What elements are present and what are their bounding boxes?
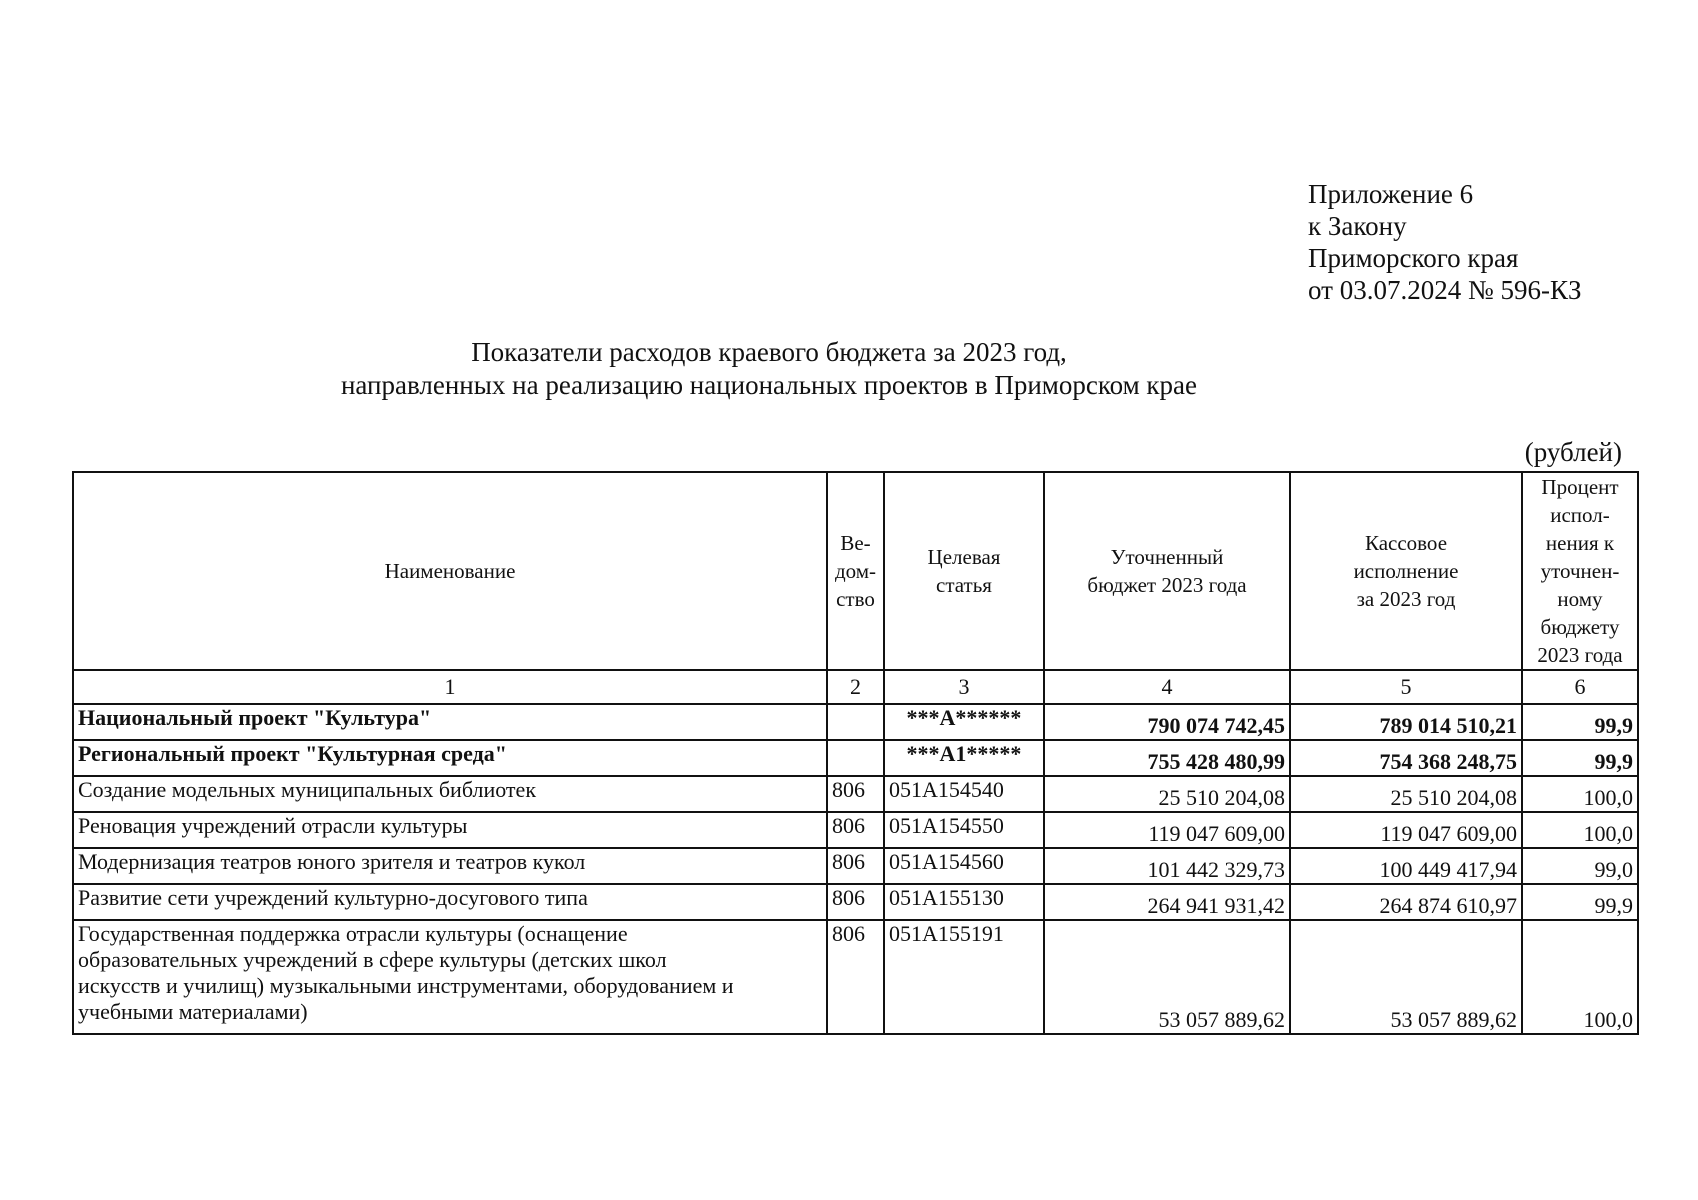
title-line: Показатели расходов краевого бюджета за 2023 год, [471,337,1067,367]
column-number: 4 [1044,670,1290,704]
header-text: ство [836,587,875,611]
row-executed: 789 014 510,21 [1290,704,1522,740]
header-text: уточнен- [1540,559,1620,583]
row-name-line: учебными материалами) [78,999,308,1024]
row-dept: 806 [827,776,884,812]
column-number: 5 [1290,670,1522,704]
row-name: Развитие сети учреждений культурно-досугового типа [73,884,827,920]
table-row [73,920,1638,1034]
row-dept: 806 [827,884,884,920]
header-text: бюджет 2023 года [1087,573,1247,597]
header-text: Уточненный [1110,545,1224,569]
header-text: за 2023 год [1356,587,1456,611]
header-text: Целевая [927,545,1001,569]
row-percent: 100,0 [1522,920,1638,1034]
row-dept [827,704,884,740]
row-name: Реновация учреждений отрасли культуры [73,812,827,848]
table-row [73,740,1638,776]
annex-line: от 03.07.2024 № 596-КЗ [1308,275,1582,305]
row-name [73,920,827,1034]
row-executed: 119 047 609,00 [1290,812,1522,848]
header-text: нения к [1545,531,1615,555]
row-code: 051А154540 [884,776,1044,812]
row-budget: 264 941 931,42 [1044,884,1290,920]
row-name: Модернизация театров юного зрителя и театров кукол [73,848,827,884]
row-percent: 100,0 [1522,812,1638,848]
row-budget: 101 442 329,73 [1044,848,1290,884]
row-percent: 99,0 [1522,848,1638,884]
header-budget [1044,472,1290,670]
row-code: ***А****** [884,704,1044,740]
row-code: 051А154560 [884,848,1044,884]
row-budget: 790 074 742,45 [1044,704,1290,740]
header-text: испол- [1550,503,1610,527]
header-text: исполнение [1353,559,1459,583]
header-text: Ве- [840,531,871,555]
document-title [0,336,1698,402]
table-row [73,704,1638,740]
row-dept: 806 [827,812,884,848]
row-dept: 806 [827,848,884,884]
row-name: Создание модельных муниципальных библиотек [73,776,827,812]
header-name: Наименование [73,472,827,670]
row-executed: 53 057 889,62 [1290,920,1522,1034]
header-text: Процент [1541,475,1619,499]
row-name-line: Государственная поддержка отрасли культуры (оснащение [78,921,628,946]
header-text: Кассовое [1364,531,1448,555]
row-budget: 755 428 480,99 [1044,740,1290,776]
annex-line: Приморского края [1308,243,1519,273]
header-executed [1290,472,1522,670]
column-number-row [73,670,1638,704]
row-percent: 100,0 [1522,776,1638,812]
annex-block [1308,178,1581,306]
row-percent: 99,9 [1522,704,1638,740]
row-name-line: искусств и училищ) музыкальными инструментами, оборудованием и [78,973,734,998]
annex-line: к Закону [1308,211,1407,241]
row-dept [827,740,884,776]
row-name: Национальный проект "Культура" [73,704,827,740]
title-line: направленных на реализацию национальных проектов в Приморском крае [340,370,1198,400]
row-budget: 119 047 609,00 [1044,812,1290,848]
header-text: ному [1557,587,1603,611]
row-executed: 100 449 417,94 [1290,848,1522,884]
table-row [73,848,1638,884]
row-code: 051А154550 [884,812,1044,848]
row-executed: 264 874 610,97 [1290,884,1522,920]
unit-label: (рублей) [1524,437,1622,467]
row-code: ***А1***** [884,740,1044,776]
column-number: 6 [1522,670,1638,704]
header-text: бюджету [1540,615,1620,639]
column-number: 1 [73,670,827,704]
row-percent: 99,9 [1522,884,1638,920]
row-executed: 25 510 204,08 [1290,776,1522,812]
row-budget: 53 057 889,62 [1044,920,1290,1034]
row-percent: 99,9 [1522,740,1638,776]
header-dept [827,472,884,670]
row-name-line: образовательных учреждений в сфере культуры (детских школ [78,947,667,972]
expenditure-table [72,471,1639,1035]
header-percent [1522,472,1638,670]
row-code: 051А155191 [884,920,1044,1034]
row-executed: 754 368 248,75 [1290,740,1522,776]
header-row [73,472,1638,670]
header-text: статья [936,573,992,597]
header-code [884,472,1044,670]
column-number: 2 [827,670,884,704]
row-dept: 806 [827,920,884,1034]
table-row [73,812,1638,848]
row-code: 051А155130 [884,884,1044,920]
row-budget: 25 510 204,08 [1044,776,1290,812]
header-text: 2023 года [1537,643,1623,667]
annex-line: Приложение 6 [1308,179,1474,209]
column-number: 3 [884,670,1044,704]
header-text: дом- [834,559,877,583]
table-row [73,776,1638,812]
row-name: Региональный проект "Культурная среда" [73,740,827,776]
table-row [73,884,1638,920]
